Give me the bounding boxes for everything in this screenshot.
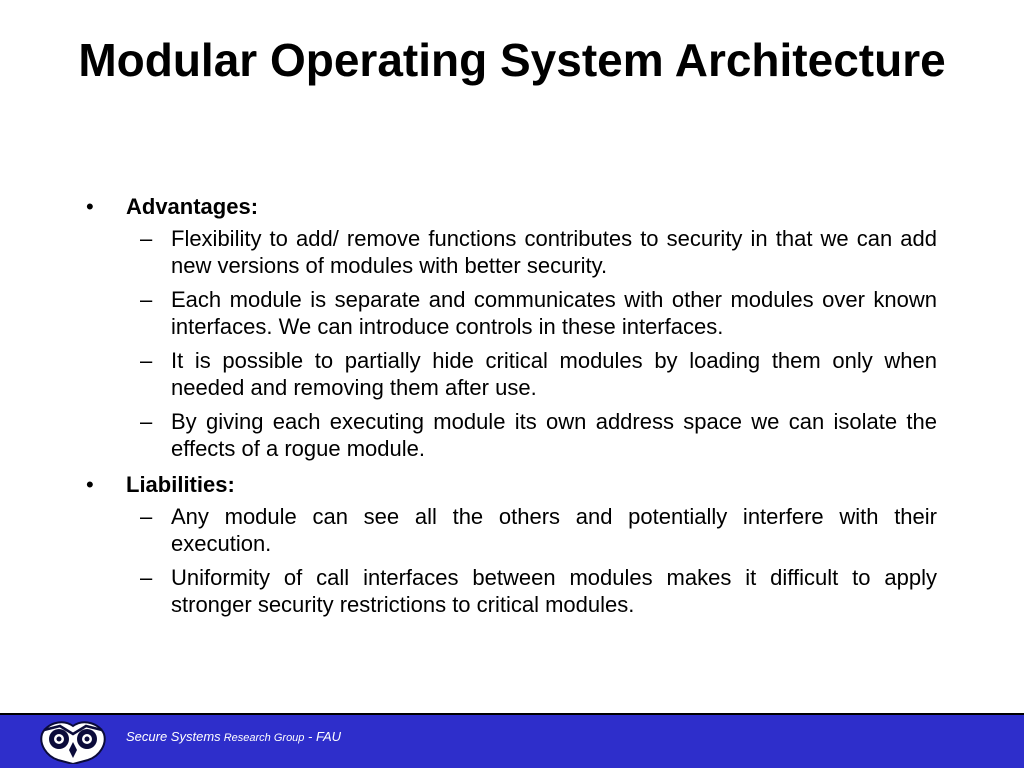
advantages-list [86,225,937,462]
list-item [86,408,937,462]
dash-bullet: – [140,504,153,529]
item-text: Any module can see all the others and potentially interfere with their execution. [171,504,937,556]
dash-bullet: – [140,348,153,373]
list-item [86,503,937,557]
dash-bullet: – [140,565,153,590]
slide-title: Modular Operating System Architecture [78,34,946,86]
liabilities-list [86,503,937,618]
dash-bullet: – [140,409,153,434]
list-item [86,347,937,401]
list-item [86,286,937,340]
item-text: Flexibility to add/ remove functions contributes to security in that we can add new versions of modules with better security. [171,226,937,278]
owl-logo-icon [40,720,106,764]
dash-bullet: – [140,287,153,312]
slide-content [86,191,937,625]
bullet-dot: • [86,194,94,219]
footer-text-part2: Research Group [220,732,305,744]
item-text: It is possible to partially hide critical modules by loading them only when needed and removing them after use. [171,348,937,400]
list-item [86,225,937,279]
footer-text-part3: - FAU [304,729,342,744]
list-item [86,564,937,618]
item-text: Each module is separate and communicates with other modules over known interfaces. We can introduce controls in these interfaces. [171,287,937,339]
dash-bullet: – [140,226,153,251]
section-advantages [86,191,937,462]
section-liabilities [86,469,937,618]
footer-text-part1: Secure Systems [126,729,221,744]
bullet-advantages [86,191,937,223]
item-text: Uniformity of call interfaces between modules makes it difficult to apply stronger security restrictions to critical modules. [171,565,937,617]
footer-text [126,729,341,744]
liabilities-heading: Liabilities: [126,472,235,497]
item-text: By giving each executing module its own address space we can isolate the effects of a rogue module. [171,409,937,461]
bullet-liabilities [86,469,937,501]
bullet-dot: • [86,472,94,497]
advantages-heading: Advantages: [126,194,259,219]
footer-bar [0,715,1024,768]
